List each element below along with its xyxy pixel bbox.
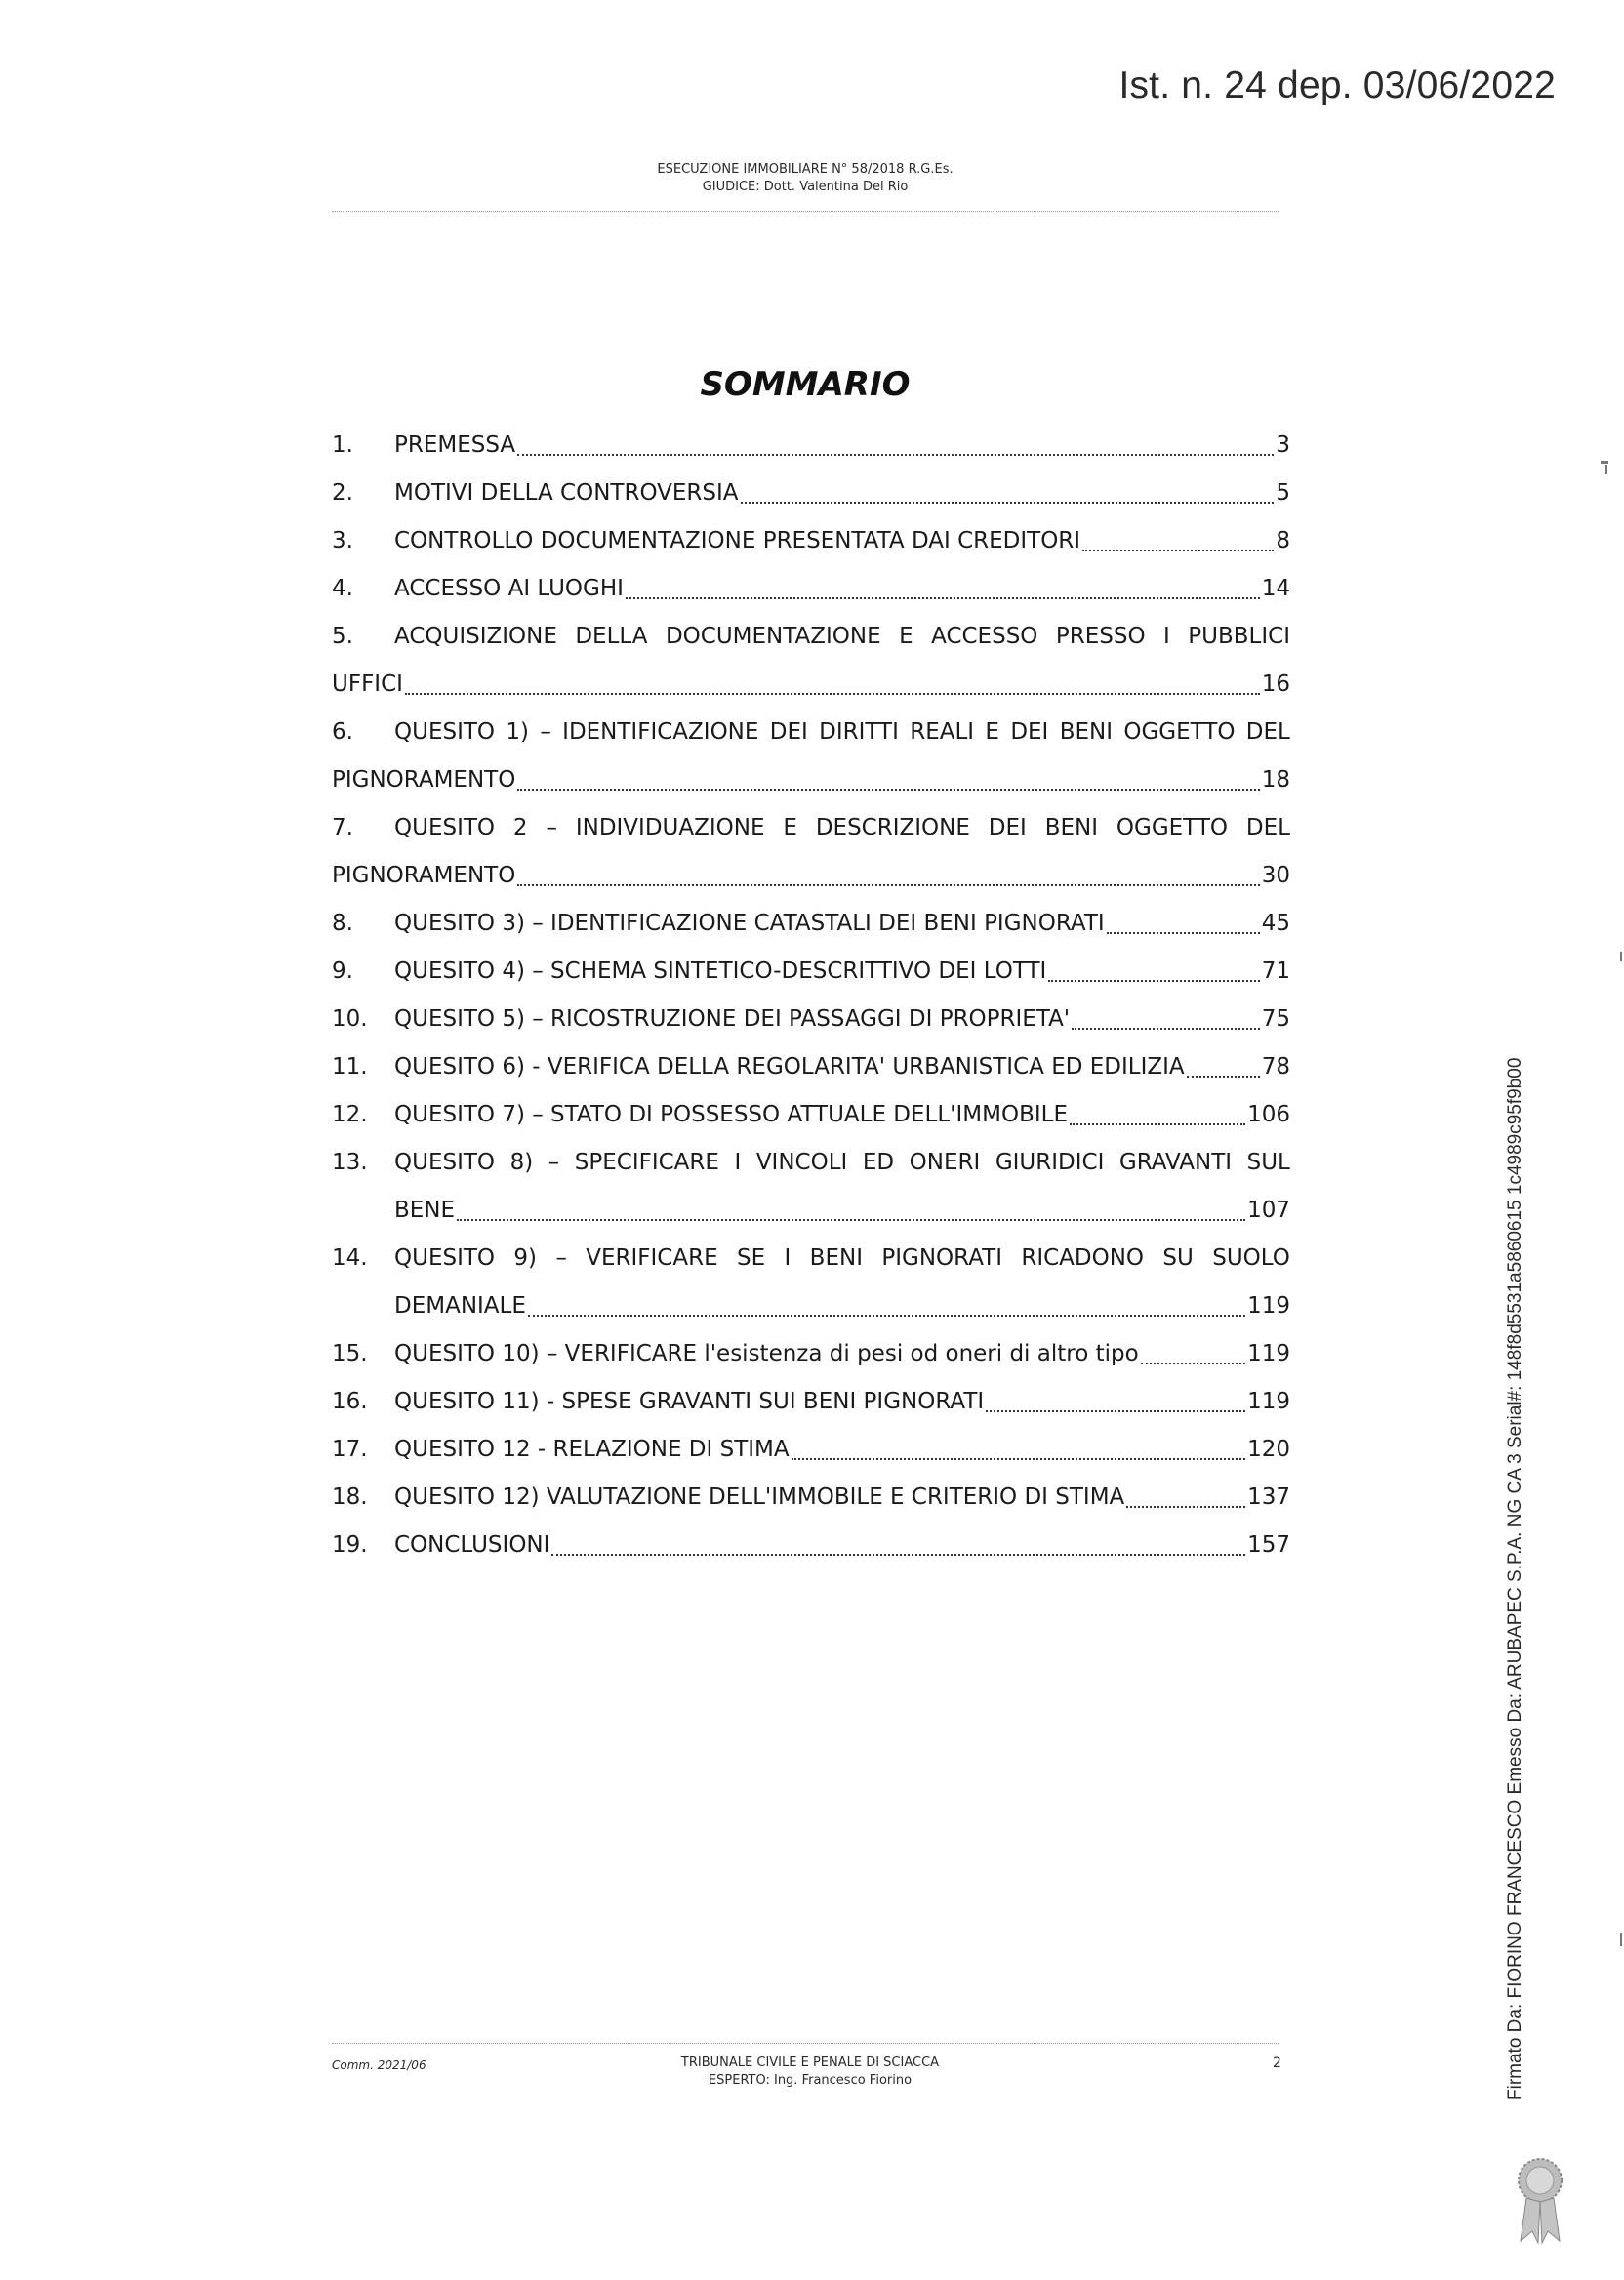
toc-title-word: DELLA (575, 624, 648, 649)
footer-commission: Comm. 2021/06 (332, 2058, 426, 2072)
toc-leader (405, 692, 1260, 695)
toc-entry (332, 1330, 1290, 1378)
toc-title (394, 804, 1290, 852)
toc-title-word: OGGETTO (1123, 719, 1236, 745)
toc-title-word: E (985, 719, 999, 745)
toc-leader (1126, 1505, 1245, 1508)
toc-number: 18. (332, 1485, 368, 1510)
scan-mark (1620, 1933, 1622, 1946)
toc-page-number: 5 (1276, 480, 1290, 506)
toc-title-word: I (784, 1245, 792, 1271)
toc-title: CONTROLLO DOCUMENTAZIONE PRESENTATA DAI CREDITORI (394, 528, 1081, 553)
toc-title-word: DESCRIZIONE (815, 815, 970, 840)
toc-leader (528, 1314, 1245, 1317)
toc-leader (1070, 1122, 1245, 1125)
toc-title-word: 9) (513, 1245, 537, 1271)
toc-title-word: GRAVANTI (1118, 1150, 1233, 1175)
toc-entry (332, 422, 1290, 469)
footer-court-name: TRIBUNALE CIVILE E PENALE DI SCIACCA (680, 2056, 940, 2070)
page-title: SOMMARIO (700, 365, 911, 404)
toc-title-word: DEI (988, 815, 1027, 840)
toc-title-word: BENI (809, 1245, 863, 1271)
toc-entry-continuation (332, 756, 1290, 804)
toc-title-word: BENI (1044, 815, 1098, 840)
toc-title: QUESITO 4) – SCHEMA SINTETICO-DESCRITTIVO DEI LOTTI (394, 958, 1047, 984)
toc-title-word: PIGNORATI (881, 1245, 1002, 1271)
toc-entry (332, 1139, 1290, 1187)
toc-leader (551, 1553, 1245, 1556)
toc-page-number: 3 (1276, 432, 1290, 458)
toc-number: 4. (332, 576, 353, 601)
toc-title-word: VINCOLI (755, 1150, 848, 1175)
toc-leader (1141, 1362, 1245, 1364)
toc-title: QUESITO 6) - VERIFICA DELLA REGOLARITA' URBANISTICA ED EDILIZIA (394, 1054, 1185, 1079)
toc-leader (741, 501, 1275, 504)
toc-title: ACCESSO AI LUOGHI (394, 576, 624, 601)
toc-title-continuation: PIGNORAMENTO (332, 863, 516, 888)
toc-title-continuation: PIGNORAMENTO (332, 767, 516, 793)
toc-title: CONCLUSIONI (394, 1532, 550, 1558)
toc-title-word: DEI (769, 719, 808, 745)
toc-page-number: 71 (1261, 958, 1290, 984)
toc-page-number: 119 (1247, 1293, 1290, 1319)
toc-number: 9. (332, 958, 353, 984)
toc-entry (332, 804, 1290, 852)
toc-number: 16. (332, 1389, 368, 1414)
toc-title-word: E (899, 624, 914, 649)
toc-page-number: 120 (1247, 1437, 1290, 1462)
toc-title (394, 1139, 1290, 1187)
toc-entry (332, 517, 1290, 565)
toc-entry (332, 948, 1290, 996)
toc-entry (332, 1474, 1290, 1522)
toc-title-word: INDIVIDUAZIONE (575, 815, 765, 840)
toc-title-word: REALI (910, 719, 975, 745)
toc-entry (332, 709, 1290, 756)
toc-page-number: 18 (1261, 767, 1290, 793)
toc-title-continuation: UFFICI (332, 672, 403, 697)
filing-stamp: Ist. n. 24 dep. 03/06/2022 (1118, 64, 1556, 106)
footer-page-number: 2 (1273, 2056, 1281, 2071)
toc-title-word: QUESITO (394, 1245, 496, 1271)
toc-page-number: 157 (1247, 1532, 1290, 1558)
toc-leader (1048, 979, 1259, 982)
toc-title-word: QUESITO (394, 1150, 496, 1175)
toc-entry (332, 1378, 1290, 1426)
toc-entry (332, 1426, 1290, 1474)
toc-number: 10. (332, 1006, 368, 1032)
toc-number: 15. (332, 1341, 368, 1366)
toc-number: 5. (332, 624, 353, 649)
toc-title: QUESITO 11) - SPESE GRAVANTI SUI BENI PIGNORATI (394, 1389, 985, 1414)
toc-title-word: SU (1162, 1245, 1194, 1271)
toc-page-number: 75 (1261, 1006, 1290, 1032)
toc-title-word: E (783, 815, 797, 840)
toc-leader (1072, 1027, 1260, 1030)
footer-expert: ESPERTO: Ing. Francesco Fiorino (708, 2073, 913, 2088)
toc-title-word: 1) (506, 719, 529, 745)
toc-leader (517, 453, 1274, 456)
toc-title: QUESITO 7) – STATO DI POSSESSO ATTUALE DELL'IMMOBILE (394, 1102, 1068, 1127)
toc-title-word: DEI (1010, 719, 1049, 745)
toc-page-number: 8 (1276, 528, 1290, 553)
seal-icon (1511, 2155, 1569, 2249)
toc-title-word: SPECIFICARE (574, 1150, 719, 1175)
toc-title (394, 613, 1290, 661)
toc-number: 7. (332, 815, 353, 840)
toc-title-word: SUOLO (1212, 1245, 1290, 1271)
toc-title (394, 709, 1290, 756)
toc-title-word: SE (736, 1245, 766, 1271)
toc-title-word: – (540, 719, 551, 745)
toc-leader (517, 788, 1259, 791)
toc-title: PREMESSA (394, 432, 516, 458)
toc-leader (626, 596, 1260, 599)
toc-entry-continuation (332, 661, 1290, 709)
toc-entry (332, 1043, 1290, 1091)
toc-title-word: ONERI (909, 1150, 981, 1175)
toc-number: 3. (332, 528, 353, 553)
toc-page-number: 14 (1261, 576, 1290, 601)
toc-title-word: – (555, 1245, 567, 1271)
toc-title-word: DEL (1245, 815, 1290, 840)
toc-title: QUESITO 3) – IDENTIFICAZIONE CATASTALI DEI BENI PIGNORATI (394, 911, 1105, 936)
toc-entry-continuation (332, 1187, 1290, 1235)
scan-mark (1620, 952, 1622, 961)
toc-number: 13. (332, 1150, 368, 1175)
toc-title-word: 8) (509, 1150, 534, 1175)
toc-page-number: 16 (1261, 672, 1290, 697)
toc-entry (332, 900, 1290, 948)
toc-page-number: 78 (1261, 1054, 1290, 1079)
table-of-contents (332, 422, 1290, 1569)
toc-title-word: IDENTIFICAZIONE (562, 719, 759, 745)
header-judge: GIUDICE: Dott. Valentina Del Rio (702, 180, 909, 194)
toc-page-number: 119 (1247, 1341, 1290, 1366)
toc-title-word: SUL (1246, 1150, 1290, 1175)
toc-title: QUESITO 5) – RICOSTRUZIONE DEI PASSAGGI DI PROPRIETA' (394, 1006, 1071, 1032)
toc-entry (332, 1522, 1290, 1569)
toc-number: 12. (332, 1102, 368, 1127)
toc-number: 14. (332, 1245, 368, 1271)
scan-mark (1601, 461, 1608, 464)
toc-leader (457, 1218, 1245, 1221)
toc-title-continuation: DEMANIALE (394, 1293, 526, 1319)
toc-title-word: ACCESSO (931, 624, 1038, 649)
toc-title-word: I (734, 1150, 742, 1175)
toc-title: QUESITO 12 - RELAZIONE DI STIMA (394, 1437, 790, 1462)
toc-title-word: RICADONO (1021, 1245, 1145, 1271)
toc-entry (332, 1091, 1290, 1139)
digital-signature-stamp: Firmato Da: FIORINO FRANCESCO Emesso Da: ARUBAPEC S.P.A. NG CA 3 Serial#: 148f8d5531a5860615 1c4989c95f9b00 (1505, 1057, 1525, 2100)
toc-page-number: 106 (1247, 1102, 1290, 1127)
toc-number: 2. (332, 480, 353, 506)
toc-title: QUESITO 12) VALUTAZIONE DELL'IMMOBILE E CRITERIO DI STIMA (394, 1485, 1125, 1510)
toc-title-word: OGGETTO (1116, 815, 1228, 840)
toc-entry (332, 1235, 1290, 1282)
toc-title-word: ED (862, 1150, 895, 1175)
toc-number: 6. (332, 719, 353, 745)
toc-entry (332, 565, 1290, 613)
toc-leader (1107, 931, 1260, 934)
toc-title-word: PRESSO (1055, 624, 1146, 649)
toc-entry (332, 469, 1290, 517)
toc-title-word: DIRITTI (819, 719, 899, 745)
toc-leader (1187, 1075, 1260, 1078)
toc-entry (332, 996, 1290, 1043)
toc-page-number: 30 (1261, 863, 1290, 888)
page-header (332, 161, 1279, 196)
toc-entry-continuation (332, 852, 1290, 900)
toc-page-number: 137 (1247, 1485, 1290, 1510)
toc-leader (517, 883, 1259, 886)
toc-title-word: – (546, 815, 557, 840)
toc-leader (792, 1457, 1245, 1460)
toc-title-word: BENI (1059, 719, 1113, 745)
toc-title-word: QUESITO (394, 719, 496, 745)
toc-leader (1082, 549, 1274, 551)
toc-title-word: VERIFICARE (586, 1245, 718, 1271)
toc-title-word: DOCUMENTAZIONE (665, 624, 881, 649)
toc-entry-continuation (332, 1282, 1290, 1330)
toc-title-word: DEL (1245, 719, 1290, 745)
footer-court (566, 2055, 1054, 2090)
header-divider (332, 211, 1279, 212)
toc-page-number: 119 (1247, 1389, 1290, 1414)
toc-title-word: PUBBLICI (1188, 624, 1290, 649)
toc-page-number: 45 (1261, 911, 1290, 936)
header-procedure: ESECUZIONE IMMOBILIARE N° 58/2018 R.G.Es. (657, 162, 954, 177)
toc-title: MOTIVI DELLA CONTROVERSIA (394, 480, 739, 506)
toc-title-word: GIURIDICI (995, 1150, 1105, 1175)
toc-page-number: 107 (1247, 1198, 1290, 1223)
footer-divider (332, 2043, 1279, 2044)
toc-title-word: I (1163, 624, 1170, 649)
toc-title: QUESITO 10) – VERIFICARE l'esistenza di pesi od oneri di altro tipo (394, 1341, 1139, 1366)
toc-number: 1. (332, 432, 353, 458)
toc-number: 8. (332, 911, 353, 936)
toc-title-word: 2 (512, 815, 528, 840)
toc-number: 17. (332, 1437, 368, 1462)
toc-number: 19. (332, 1532, 368, 1558)
toc-leader (986, 1409, 1245, 1412)
toc-entry (332, 613, 1290, 661)
toc-number: 11. (332, 1054, 368, 1079)
toc-title-word: QUESITO (394, 815, 496, 840)
toc-title-continuation: BENE (394, 1198, 456, 1223)
toc-title-word: ACQUISIZIONE (394, 624, 557, 649)
toc-title-word: – (548, 1150, 560, 1175)
scan-mark (1605, 465, 1607, 474)
toc-title (394, 1235, 1290, 1282)
